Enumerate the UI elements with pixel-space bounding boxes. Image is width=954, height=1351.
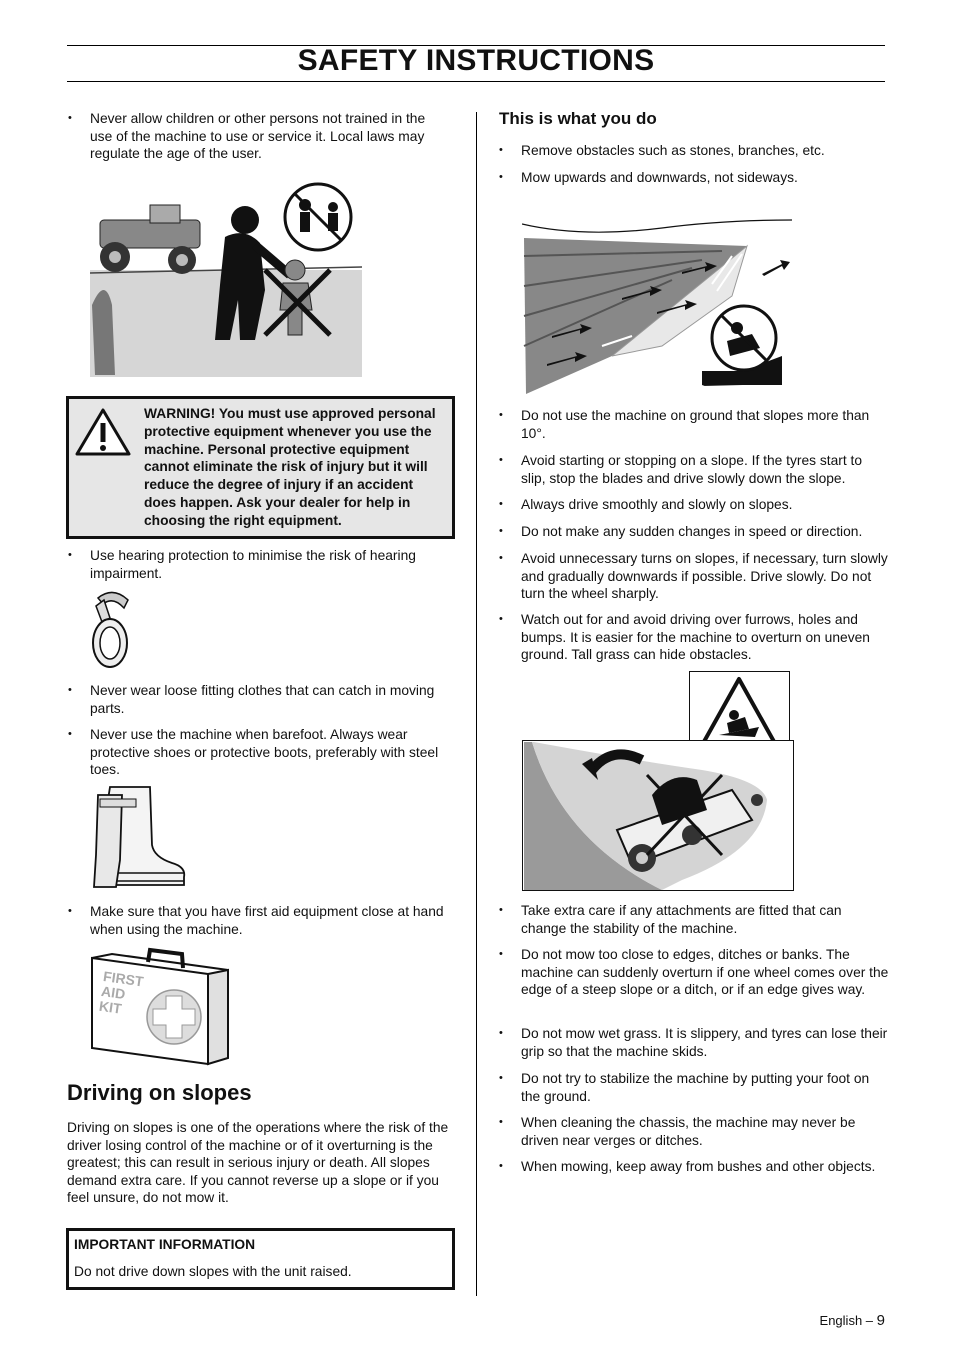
no-children-icon <box>285 184 351 250</box>
overturn-on-slope-illustration <box>522 740 794 891</box>
page-footer <box>820 1312 885 1329</box>
page-title: SAFETY INSTRUCTIONS <box>297 44 655 77</box>
warning-text: WARNING! You must use approved personal protective equipment whenever you use the machine. Personal protective equipment cannot eliminate the risk of injury but it will reduce the degree of injury if an accident does happen. Ask your dealer for help in choosing the right equipment. <box>144 406 436 528</box>
column-divider <box>476 112 477 1296</box>
page-number: 9 <box>876 1312 885 1329</box>
no-sideways-icon <box>712 306 776 370</box>
footer-language: English <box>819 1313 863 1328</box>
tractor-icon <box>100 205 200 274</box>
children-warning-illustration <box>90 175 362 377</box>
header-rule-bottom <box>67 81 885 82</box>
slopes-heading: Driving on slopes <box>67 1080 252 1105</box>
warning-box <box>66 396 455 539</box>
what-you-do-heading: This is what you do <box>499 109 657 128</box>
first-aid-kit-label: FIRST AID KIT <box>98 968 145 1017</box>
important-text: Do not drive down slopes with the unit raised. <box>74 1264 352 1279</box>
important-title: IMPORTANT INFORMATION <box>74 1237 256 1252</box>
slopes-paragraph: Driving on slopes is one of the operations where the risk of the driver losing control of the machine or of it overturning is the greatest; this can result in serious injury or death. All slopes demand extra care. If you cannot reverse up a slope or if you feel unsure, do not mow it. <box>67 1120 449 1206</box>
footer-dash: – <box>865 1313 874 1328</box>
safety-boots-icon <box>92 785 188 893</box>
mow-up-down-illustration <box>522 216 794 398</box>
warning-triangle-icon <box>74 407 132 457</box>
ear-protection-icon <box>88 588 138 670</box>
important-info-box <box>66 1228 455 1290</box>
